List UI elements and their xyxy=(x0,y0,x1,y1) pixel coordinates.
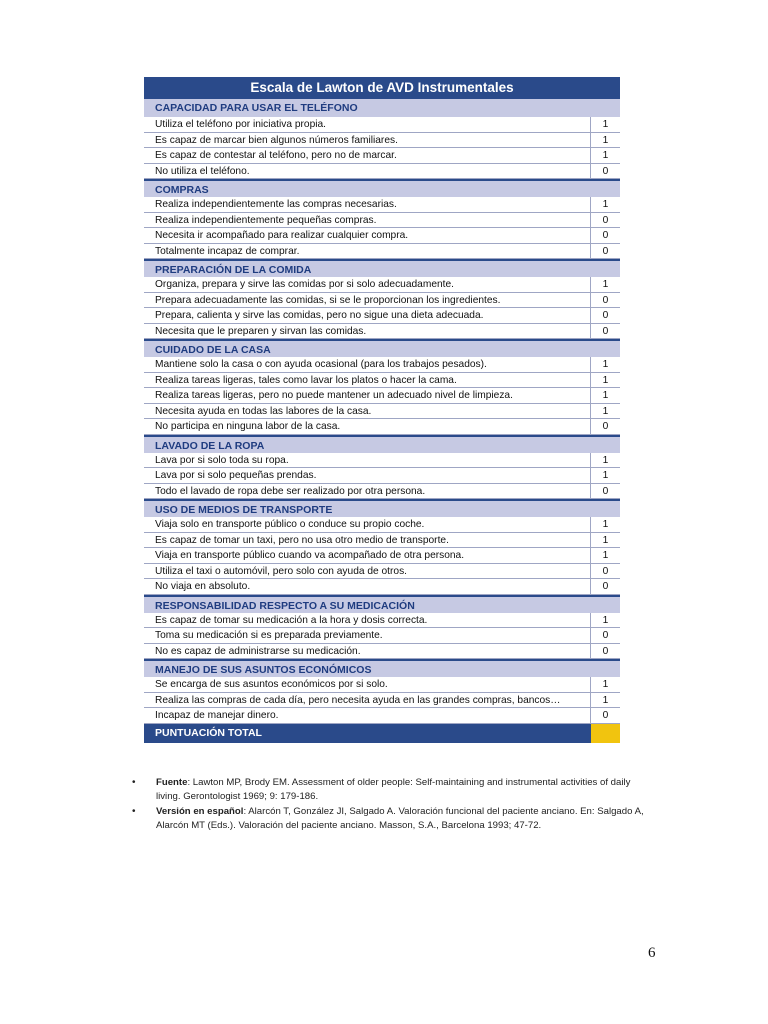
bullet-icon: • xyxy=(132,806,136,817)
item-score: 0 xyxy=(590,628,620,643)
section-header: PREPARACIÓN DE LA COMIDA xyxy=(144,259,620,277)
item-score: 0 xyxy=(590,293,620,308)
item-row xyxy=(144,373,620,389)
item-row xyxy=(144,133,620,149)
item-row xyxy=(144,579,620,595)
item-description: Realiza tareas ligeras, tales como lavar los platos o hacer la cama. xyxy=(155,374,457,386)
item-score: 1 xyxy=(590,373,620,388)
section-header: CUIDADO DE LA CASA xyxy=(144,339,620,357)
section-header: RESPONSABILIDAD RESPECTO A SU MEDICACIÓN xyxy=(144,595,620,613)
item-score: 1 xyxy=(590,277,620,292)
item-row xyxy=(144,277,620,293)
item-score: 0 xyxy=(590,708,620,723)
item-score: 1 xyxy=(590,133,620,148)
item-score: 1 xyxy=(590,117,620,132)
item-description: Es capaz de contestar al teléfono, pero no de marcar. xyxy=(155,150,397,161)
section-header: CAPACIDAD PARA USAR EL TELÉFONO xyxy=(144,99,620,117)
page-number: 6 xyxy=(648,945,656,961)
item-row xyxy=(144,708,620,724)
item-description: Realiza independientemente pequeñas compras. xyxy=(155,214,377,226)
item-description: Lava por si solo toda su ropa. xyxy=(155,454,289,466)
item-row xyxy=(144,613,620,629)
item-score: 1 xyxy=(590,533,620,548)
item-description: Prepara, calienta y sirve las comidas, pero no sigue una dieta adecuada. xyxy=(155,310,484,321)
item-score: 1 xyxy=(590,693,620,708)
note-text: : Lawton MP, Brody EM. Assessment of older people: Self-maintaining and instrumental activities of daily living. Gerontologist 1969; 9: 179-186. xyxy=(156,777,631,802)
item-score: 1 xyxy=(590,613,620,628)
reference-notes xyxy=(132,776,652,834)
item-score: 0 xyxy=(590,244,620,259)
item-score: 0 xyxy=(590,213,620,228)
item-row xyxy=(144,564,620,580)
item-score: 0 xyxy=(590,164,620,179)
item-description: Toma su medicación si es preparada previamente. xyxy=(155,630,383,641)
item-description: Utiliza el teléfono por iniciativa propia. xyxy=(155,119,327,130)
bullet-icon: • xyxy=(132,777,136,788)
note-label: Fuente xyxy=(156,777,188,788)
item-row xyxy=(144,484,620,500)
item-row xyxy=(144,388,620,404)
item-description: Organiza, prepara y sirve las comidas por si solo adecuadamente. xyxy=(155,279,454,290)
item-description: Viaja en transporte público cuando va acompañado de otra persona. xyxy=(155,550,465,561)
total-row xyxy=(144,724,620,743)
item-description: No participa en ninguna labor de la casa. xyxy=(155,421,341,432)
item-score: 1 xyxy=(590,357,620,372)
item-score: 0 xyxy=(590,308,620,323)
item-description: Necesita ir acompañado para realizar cualquier compra. xyxy=(155,230,409,241)
item-score: 0 xyxy=(590,419,620,434)
item-row xyxy=(144,677,620,693)
section-header: MANEJO DE SUS ASUNTOS ECONÓMICOS xyxy=(144,659,620,677)
item-score: 0 xyxy=(590,228,620,243)
item-row xyxy=(144,213,620,229)
item-row xyxy=(144,533,620,549)
item-row xyxy=(144,453,620,469)
item-row xyxy=(144,644,620,660)
item-row xyxy=(144,117,620,133)
item-row xyxy=(144,148,620,164)
note-source xyxy=(132,776,652,803)
section-header: LAVADO DE LA ROPA xyxy=(144,435,620,453)
item-description: Mantiene solo la casa o con ayuda ocasional (para los trabajos pesados). xyxy=(155,359,487,370)
item-score: 1 xyxy=(590,517,620,532)
item-score: 1 xyxy=(590,404,620,419)
item-description: Incapaz de manejar dinero. xyxy=(155,710,279,721)
item-description: No es capaz de administrarse su medicación. xyxy=(155,645,361,657)
item-score: 1 xyxy=(590,677,620,692)
item-description: Realiza las compras de cada día, pero necesita ayuda en las grandes compras, bancos… xyxy=(155,694,561,706)
section-header: USO DE MEDIOS DE TRANSPORTE xyxy=(144,499,620,517)
item-row xyxy=(144,308,620,324)
item-description: Es capaz de marcar bien algunos números familiares. xyxy=(155,134,398,146)
note-label: Versión en español xyxy=(156,806,244,817)
section-header: COMPRAS xyxy=(144,179,620,197)
item-score: 1 xyxy=(590,197,620,212)
note-text: : Alarcón T, González JI, Salgado A. Valoración funcional del paciente anciano. En: Salgado A, Alarcón MT (Eds.). Valoración del paciente anciano. Masson, S.A., Barcelona 1993; 47-72. xyxy=(156,806,644,831)
item-row xyxy=(144,164,620,180)
item-row xyxy=(144,628,620,644)
item-description: No utiliza el teléfono. xyxy=(155,165,250,177)
item-row xyxy=(144,324,620,340)
item-row xyxy=(144,197,620,213)
item-score: 1 xyxy=(590,453,620,468)
sections-container xyxy=(144,99,620,724)
item-description: No viaja en absoluto. xyxy=(155,581,251,592)
item-row xyxy=(144,357,620,373)
item-description: Es capaz de tomar su medicación a la hora y dosis correcta. xyxy=(155,614,428,626)
item-row xyxy=(144,244,620,260)
item-description: Realiza independientemente las compras necesarias. xyxy=(155,199,397,210)
item-score: 0 xyxy=(590,579,620,594)
item-description: Lava por si solo pequeñas prendas. xyxy=(155,470,317,481)
item-description: Necesita que le preparen y sirvan las comidas. xyxy=(155,325,367,337)
item-score: 0 xyxy=(590,324,620,339)
item-description: Utiliza el taxi o automóvil, pero solo con ayuda de otros. xyxy=(155,565,407,577)
item-description: Totalmente incapaz de comprar. xyxy=(155,245,300,257)
total-label: PUNTUACIÓN TOTAL xyxy=(155,726,262,739)
lawton-scale-table xyxy=(144,77,620,743)
item-description: Todo el lavado de ropa debe ser realizado por otra persona. xyxy=(155,485,426,497)
item-description: Viaja solo en transporte público o conduce su propio coche. xyxy=(155,519,425,530)
total-score-cell[interactable] xyxy=(591,724,620,743)
item-row xyxy=(144,693,620,709)
item-score: 1 xyxy=(590,388,620,403)
item-row xyxy=(144,419,620,435)
item-description: Realiza tareas ligeras, pero no puede mantener un adecuado nivel de limpieza. xyxy=(155,390,513,401)
item-row xyxy=(144,228,620,244)
item-row xyxy=(144,468,620,484)
item-description: Es capaz de tomar un taxi, pero no usa otro medio de transporte. xyxy=(155,534,449,546)
item-score: 1 xyxy=(590,148,620,163)
note-spanish-version xyxy=(132,805,652,832)
table-title: Escala de Lawton de AVD Instrumentales xyxy=(144,77,620,99)
item-row xyxy=(144,517,620,533)
item-score: 0 xyxy=(590,644,620,659)
item-row xyxy=(144,293,620,309)
item-score: 0 xyxy=(590,484,620,499)
item-description: Necesita ayuda en todas las labores de la casa. xyxy=(155,405,372,417)
item-score: 1 xyxy=(590,548,620,563)
item-score: 1 xyxy=(590,468,620,483)
item-description: Se encarga de sus asuntos económicos por si solo. xyxy=(155,679,388,690)
item-row xyxy=(144,548,620,564)
item-score: 0 xyxy=(590,564,620,579)
item-row xyxy=(144,404,620,420)
item-description: Prepara adecuadamente las comidas, si se le proporcionan los ingredientes. xyxy=(155,294,501,306)
